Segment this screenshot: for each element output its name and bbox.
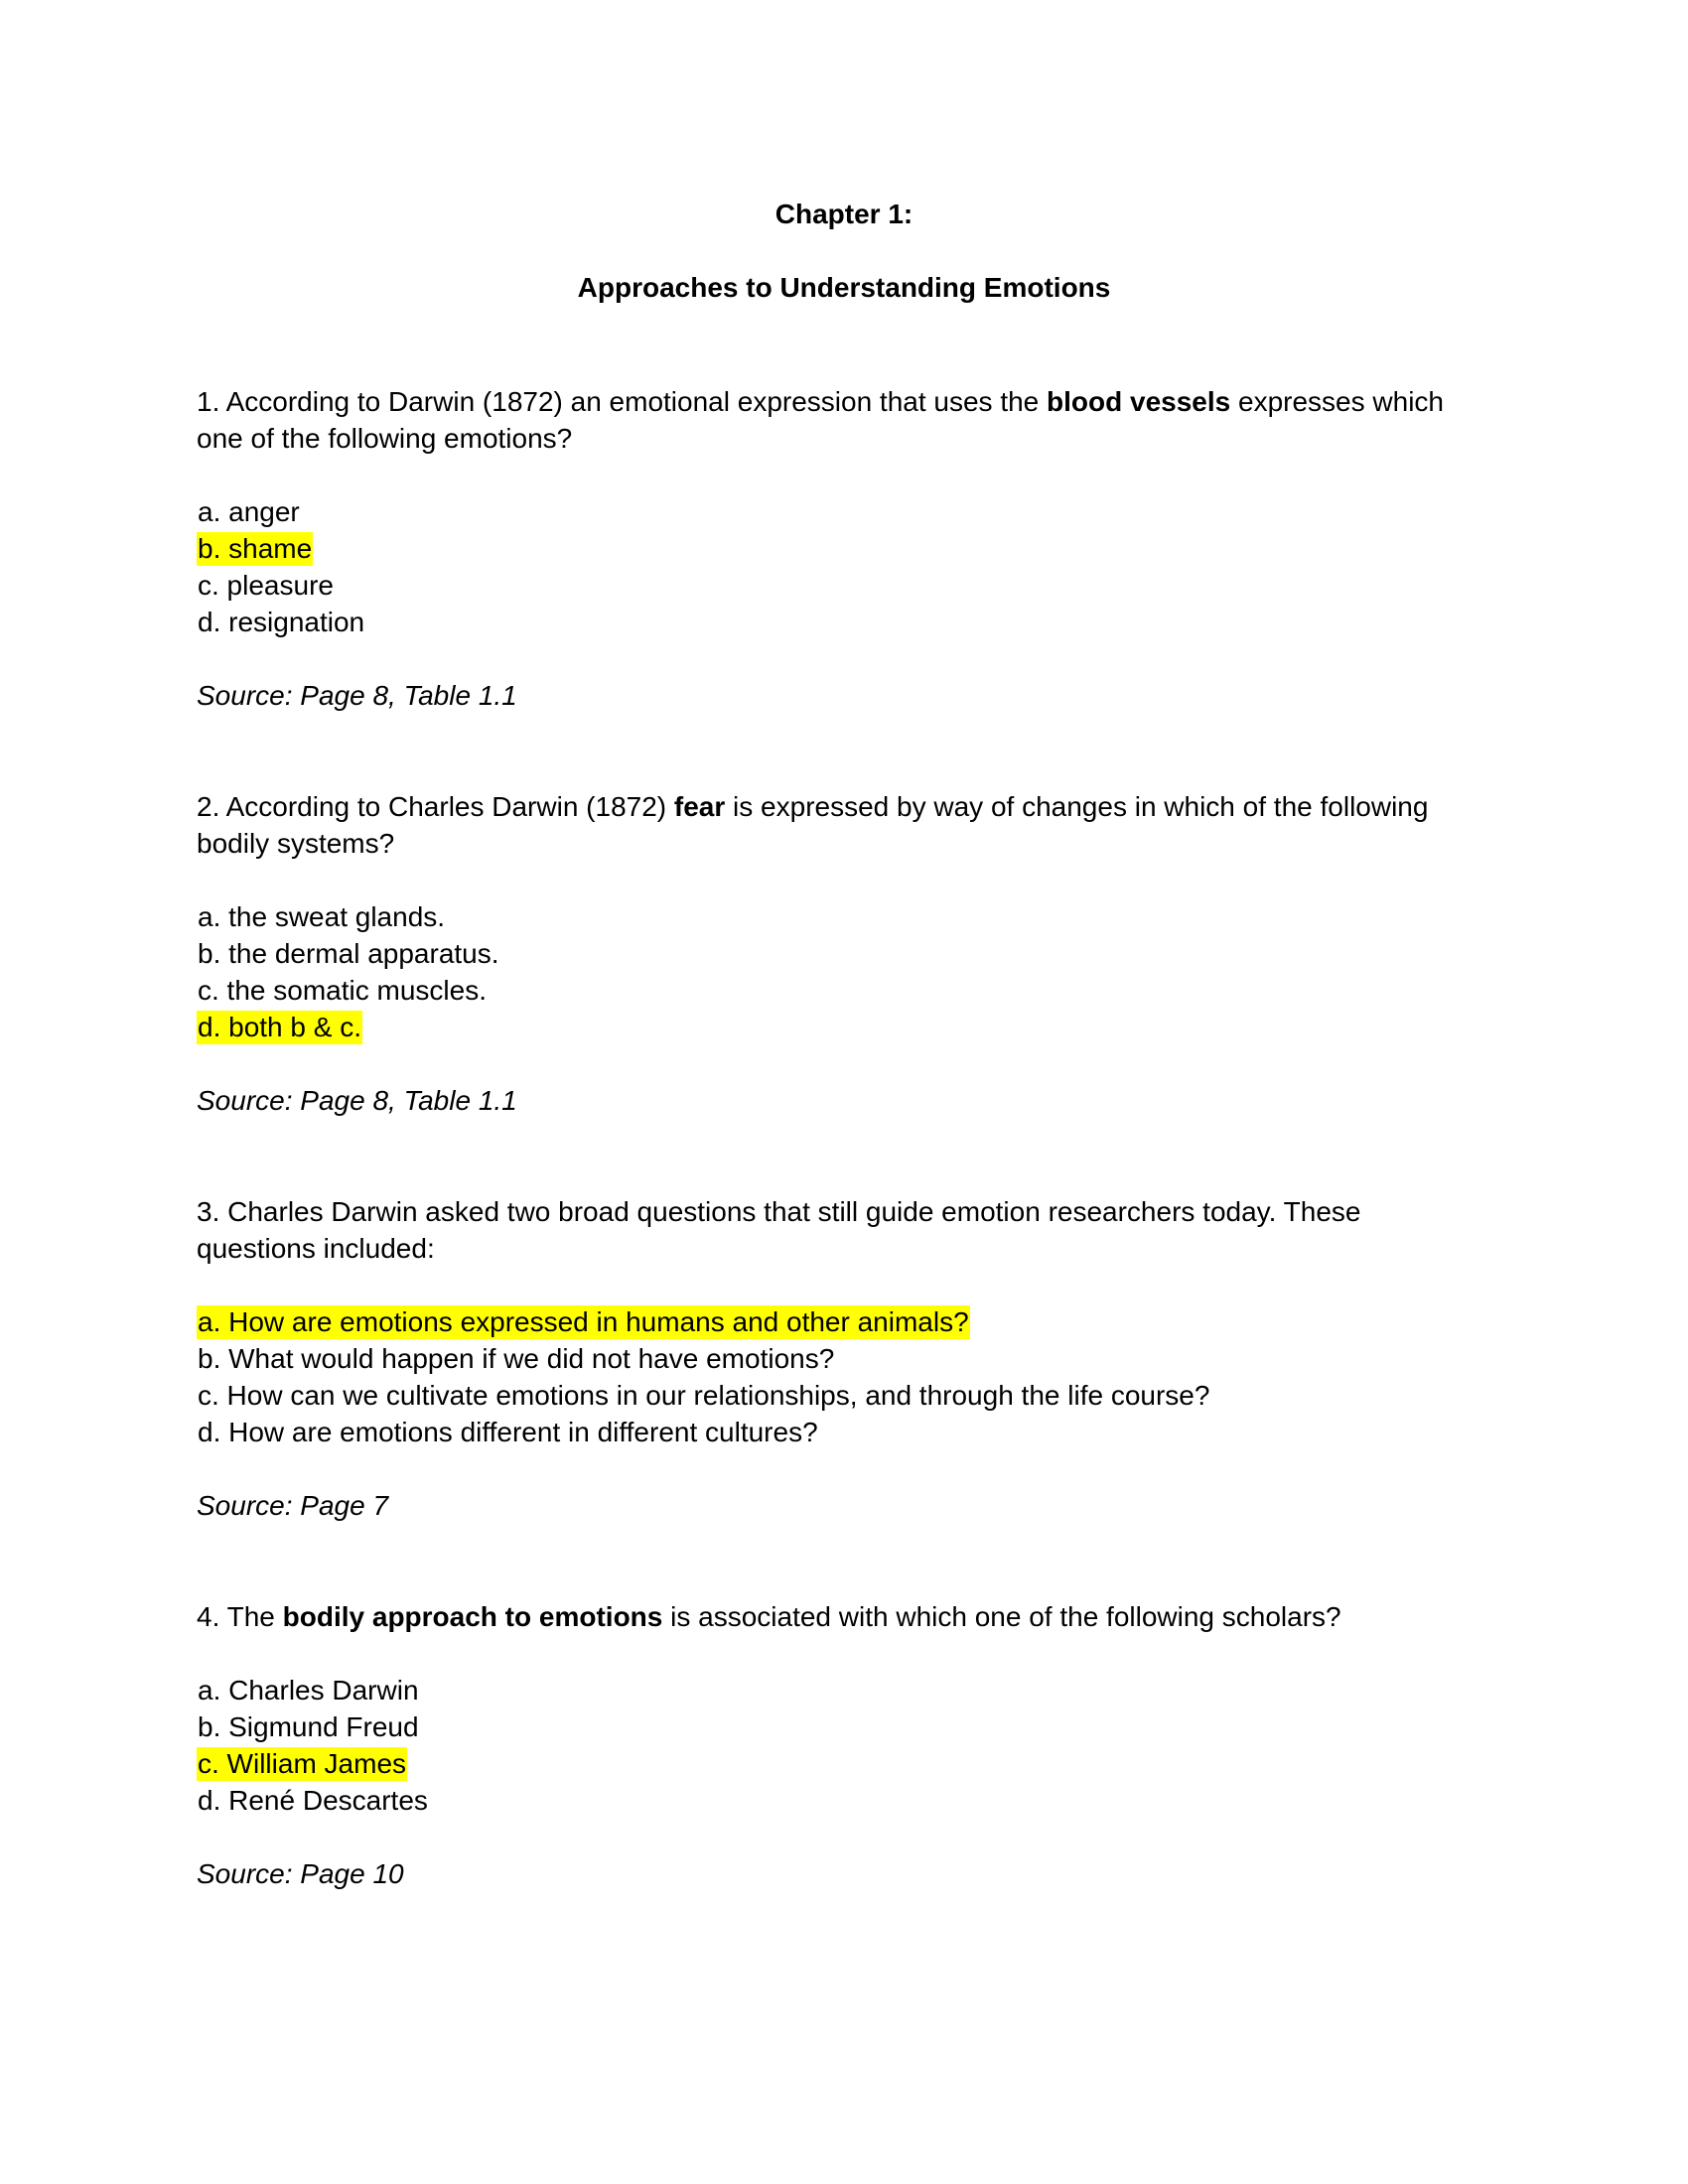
answer-option-b: b. Sigmund Freud — [198, 1711, 419, 1742]
answer-option-b: b. the dermal apparatus. — [198, 938, 499, 969]
question-1 — [197, 383, 1487, 714]
answer-option-d: d. resignation — [198, 607, 365, 637]
answer-option-a: a. How are emotions expressed in humans and other animals? — [198, 1306, 969, 1337]
answer-option-a: a. Charles Darwin — [198, 1675, 419, 1706]
question-2 — [197, 788, 1487, 1119]
answer-option-c: c. the somatic muscles. — [198, 975, 487, 1006]
stem-text: 1. According to Darwin (1872) an emotional expression that uses the — [197, 386, 1048, 417]
answer-options — [197, 493, 1487, 640]
answer-option-c: c. How can we cultivate emotions in our relationships, and through the life course? — [198, 1380, 1210, 1411]
question-4 — [197, 1598, 1487, 1892]
question-source: Source: Page 8, Table 1.1 — [197, 680, 517, 711]
answer-options — [197, 1303, 1487, 1450]
question-3 — [197, 1193, 1487, 1524]
stem-text: 4. The — [197, 1601, 283, 1632]
stem-keyword: blood vessels — [1047, 386, 1231, 417]
stem-text: is expressed by way of changes in which of the following bodily systems? — [197, 791, 1429, 859]
answer-options — [197, 1672, 1487, 1819]
answer-option-d: d. How are emotions different in different cultures? — [198, 1417, 818, 1447]
answer-option-d: d. both b & c. — [198, 1012, 361, 1042]
stem-text: 2. According to Charles Darwin (1872) — [197, 791, 674, 822]
answer-option-b: b. What would happen if we did not have emotions? — [198, 1343, 835, 1374]
answer-option-c: c. pleasure — [198, 570, 334, 601]
stem-keyword: bodily approach to emotions — [282, 1601, 663, 1632]
chapter-title: Approaches to Understanding Emotions — [577, 272, 1111, 303]
stem-text: expresses which one of the following emotions? — [197, 386, 1444, 454]
question-stem — [197, 788, 1487, 862]
question-source: Source: Page 10 — [197, 1858, 404, 1889]
question-stem — [197, 1598, 1487, 1635]
stem-text: is associated with which one of the following scholars? — [662, 1601, 1341, 1632]
answer-option-a: a. anger — [198, 496, 300, 527]
stem-keyword: fear — [673, 791, 726, 822]
question-source: Source: Page 8, Table 1.1 — [197, 1085, 517, 1116]
chapter-heading: Chapter 1: — [774, 199, 914, 229]
question-stem — [197, 1193, 1487, 1267]
answer-options — [197, 898, 1487, 1045]
question-source: Source: Page 7 — [197, 1490, 389, 1521]
answer-option-c: c. William James — [198, 1748, 407, 1779]
answer-option-a: a. the sweat glands. — [198, 901, 446, 932]
answer-option-b: b. shame — [198, 533, 313, 564]
question-stem — [197, 383, 1487, 457]
answer-option-d: d. René Descartes — [198, 1785, 428, 1816]
stem-text: 3. Charles Darwin asked two broad questions that still guide emotion researchers today. These questions included: — [197, 1196, 1361, 1264]
